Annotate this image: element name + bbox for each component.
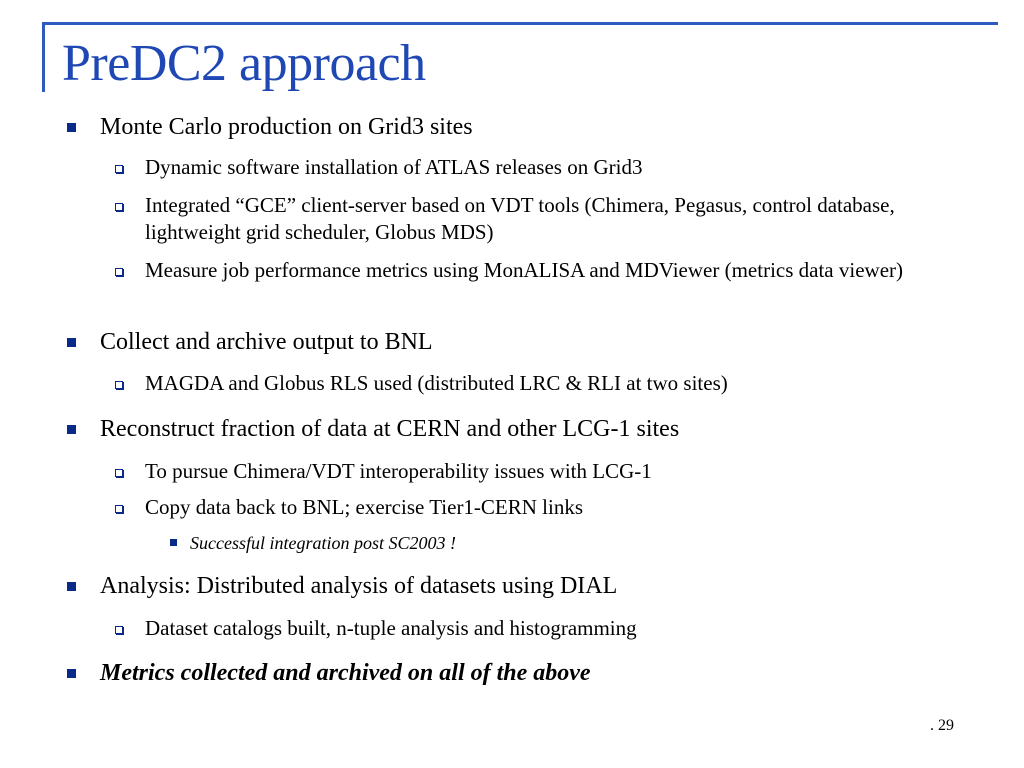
sub-bullet-text: Measure job performance metrics using MonALISA and MDViewer (metrics data viewer) [145, 258, 903, 282]
hollow-square-bullet-icon [115, 505, 123, 513]
sub-bullet-item [145, 257, 975, 284]
square-bullet-icon [67, 425, 76, 434]
hollow-square-bullet-icon [115, 268, 123, 276]
sub-bullet-text: Dynamic software installation of ATLAS releases on Grid3 [145, 155, 643, 179]
sub-bullet-item [145, 192, 975, 246]
hollow-square-bullet-icon [115, 626, 123, 634]
sub-sub-bullet-item [190, 532, 970, 554]
sub-bullet-text: Dataset catalogs built, n-tuple analysis and histogramming [145, 616, 637, 640]
bullet-text: Monte Carlo production on Grid3 sites [100, 114, 473, 140]
bullet-text: Analysis: Distributed analysis of datasets using DIAL [100, 573, 618, 599]
square-bullet-icon [67, 338, 76, 347]
sub-bullet-item [145, 458, 975, 485]
bullet-item [100, 572, 980, 601]
sub-bullet-text: MAGDA and Globus RLS used (distributed LRC & RLI at two sites) [145, 371, 728, 395]
bullet-item [100, 659, 980, 688]
sub-bullet-item [145, 615, 975, 642]
bullet-text-emphasis: Metrics collected and archived on all of the above [100, 660, 591, 686]
square-bullet-icon [67, 123, 76, 132]
hollow-square-bullet-icon [115, 203, 123, 211]
sub-sub-bullet-text: Successful integration post SC2003 ! [190, 533, 456, 553]
bullet-text: Collect and archive output to BNL [100, 329, 433, 355]
page-number: . 29 [930, 717, 954, 734]
slide-title: PreDC2 approach [62, 35, 426, 92]
hollow-square-bullet-icon [115, 165, 123, 173]
sub-bullet-item [145, 154, 975, 181]
sub-bullet-item [145, 494, 975, 521]
sub-bullet-text: To pursue Chimera/VDT interoperability issues with LCG-1 [145, 459, 652, 483]
bullet-text: Reconstruct fraction of data at CERN and other LCG-1 sites [100, 416, 680, 442]
square-bullet-icon [67, 582, 76, 591]
sub-bullet-item [145, 370, 975, 397]
bullet-item [100, 328, 980, 357]
hollow-square-bullet-icon [115, 381, 123, 389]
bullet-item [100, 415, 980, 444]
square-bullet-icon [67, 669, 76, 678]
small-square-bullet-icon [170, 539, 177, 546]
bullet-item [100, 113, 980, 142]
sub-bullet-text: Integrated “GCE” client-server based on VDT tools (Chimera, Pegasus, control database, lightweight grid scheduler, Globus MDS) [145, 193, 895, 244]
sub-bullet-text: Copy data back to BNL; exercise Tier1-CERN links [145, 495, 584, 519]
hollow-square-bullet-icon [115, 469, 123, 477]
